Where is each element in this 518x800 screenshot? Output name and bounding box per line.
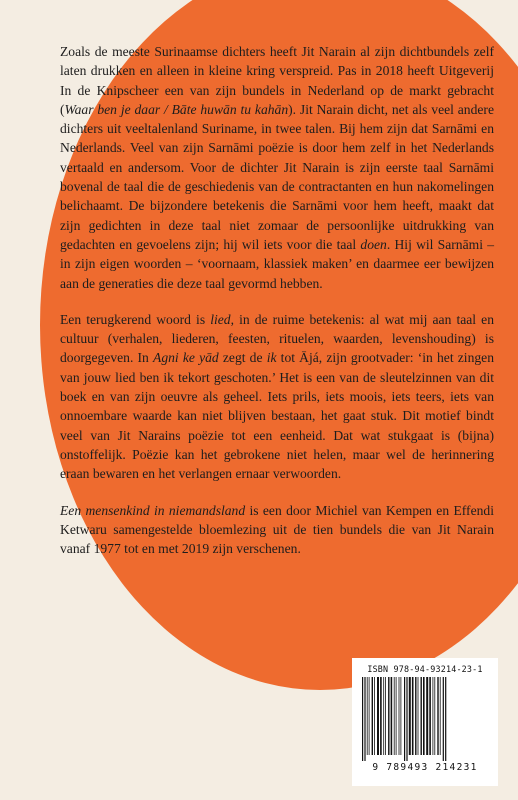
barcode-bar (362, 677, 363, 761)
text-run: ). Jit Narain dicht, net als veel andere dichters uit veeltalenland Suriname, in twee talen. Bij hem zijn dat Sarnāmi en Nederlands. Veel van zijn Sarnāmi poëzie is door hem zelf in het Nederlands vertaald en andersom. Voor de dichter Jit Narain is zijn eerste taal Sarnāmi bovenal de taal die de geschiedenis van de contractanten en hun nakomelingen belichaamt. De bijzondere betekenis die Sarnāmi voor hem heeft, maakt dat zijn gedichten in deze taal niet zomaar de persoonlijke uitdrukking van gedachten en gevoelens zijn; hij wil iets voor die taal (60, 101, 494, 252)
isbn-label: ISBN 978-94-93214-23-1 (367, 664, 483, 674)
barcode-bar (406, 677, 407, 761)
barcode-bar (383, 677, 384, 755)
barcode-bar (394, 677, 395, 755)
barcode-bar (423, 677, 425, 755)
text-run: . Hij wil Sarnāmi – in zijn eigen woorden – ‘voornaam, klassiek maken’ en daarmee eer bewijzen aan de generaties die deze taal gevormd hebben. (60, 236, 494, 291)
barcode-bar (388, 677, 389, 755)
italic-run: lied (210, 311, 231, 327)
paragraph (60, 42, 494, 293)
barcode-bar (415, 677, 416, 755)
italic-run: doen (360, 236, 387, 252)
barcode-bar (380, 677, 382, 755)
barcode-bar (445, 677, 446, 761)
barcode-bar (401, 677, 402, 755)
barcode-bar (364, 677, 365, 761)
barcode-bar (391, 677, 393, 755)
barcode-bar (396, 677, 397, 755)
barcode-bar (437, 677, 438, 755)
text-run: , in de ruime betekenis: al wat mij aan taal en cultuur (verhalen, liederen, feesten, rituelen, waarden, levenshouding) is doorgegeven. In (60, 311, 494, 366)
isbn-barcode (352, 658, 498, 786)
italic-run: Een mensenkind in niemandsland (60, 502, 246, 518)
barcode-bar (418, 677, 419, 755)
barcode-bar (372, 677, 373, 755)
paragraph (60, 501, 494, 559)
barcode-bar (404, 677, 405, 761)
text-run: tot Ājá, zijn grootvader: ‘in het zingen van jouw lied ben ik tekort geschoten.’ Het is een van de sleutelzinnen van dit boek en van zijn oeuvre als geheel. Iets prils, iets moois, iets teers, iets van onnoembare waarde kan niet blijven bestaan, het gaat stuk. Dit motief bindt veel van Jit Narains poëzie tot een eenheid. Dat wat stukgaat is (bijna) onstoffelijk. Poëzie kan het gebrokene niet helen, maar wel de herinnering eraan bewaren en het verlangen ernaar verwoorden. (60, 350, 495, 482)
barcode-bars (360, 677, 490, 761)
text-run: is een door Michiel van Kempen en Effendi Ketwaru samengestelde bloemlezing uit de tien bundels die van Jit Narain vanaf 1977 tot en met 2019 zijn verschenen. (60, 502, 494, 557)
barcode-bar (421, 677, 422, 755)
barcode-bar (433, 677, 434, 755)
barcode-bar (434, 677, 435, 755)
barcode-bar (367, 677, 368, 755)
blurb-text (60, 42, 494, 575)
italic-run: ik (266, 350, 277, 366)
text-run: Zoals de meeste Surinaamse dichters heeft Jit Narain al zijn dichtbundels zelf laten drukken en alleen in kleine kring verspreid. Pas in 2018 heeft Uitgeverij In de Knipscheer een van zijn bundels in Nederland op de markt gebracht ( (60, 44, 494, 117)
barcode-bar (429, 677, 431, 755)
barcode-bar (399, 677, 400, 755)
barcode-bar (369, 677, 370, 755)
barcode-bar (440, 677, 441, 755)
italic-run: Agni ke yād (153, 350, 219, 366)
paragraph (60, 310, 494, 484)
italic-run: Waar ben je daar / Bāte huwān tu kahān (64, 101, 289, 117)
barcode-bar (409, 677, 411, 755)
barcode-bar (426, 677, 428, 755)
barcode-digits: 9 789493 214231 (372, 762, 478, 773)
barcode-bar (377, 677, 379, 755)
barcode-bar (385, 677, 386, 755)
barcode-bar (412, 677, 414, 755)
text-run: Een terugkerend woord is (60, 311, 211, 327)
text-run: zegt de (218, 350, 267, 366)
barcode-bar (443, 677, 444, 761)
barcode-bar (374, 677, 375, 755)
